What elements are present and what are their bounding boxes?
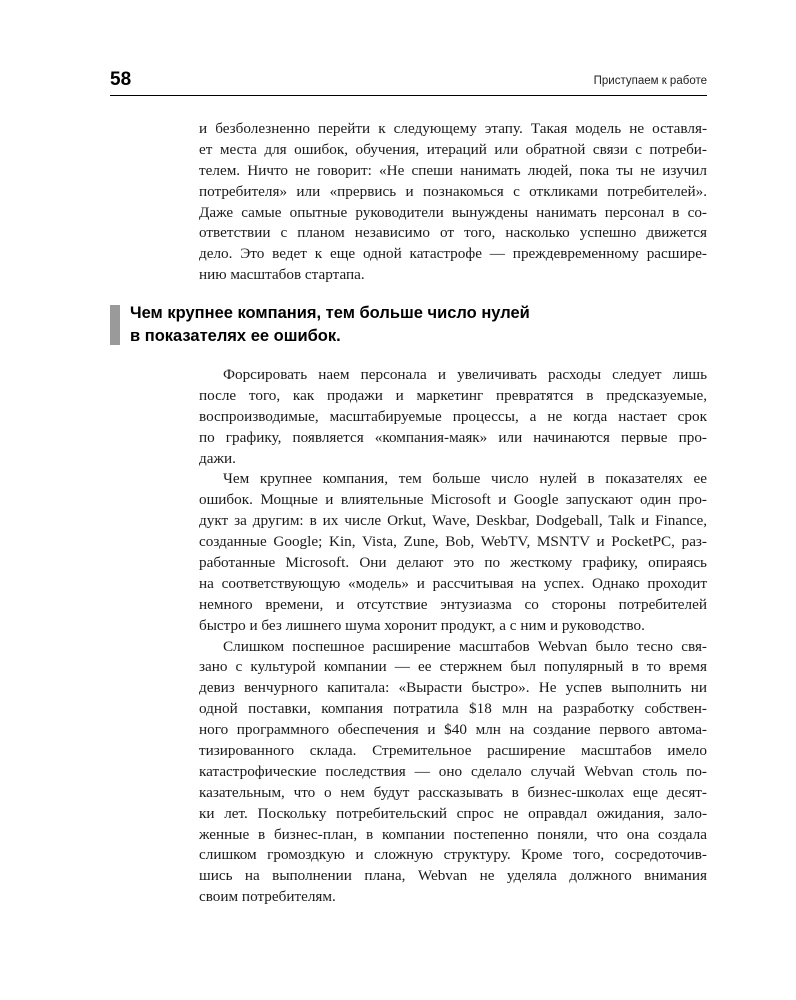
text-line: Форсировать наем персонала и увеличивать расходы следует лишь bbox=[223, 366, 707, 383]
text-line: после того, как продажи и маркетинг превратятся в предсказуемые, bbox=[199, 386, 707, 404]
text-line: созданные Google; Kin, Vista, Zune, Bob, WebTV, MSNTV и PocketPC, раз- bbox=[199, 533, 707, 551]
text-line: Даже самые опытные руководители вынуждены нанимать персонал в со- bbox=[199, 203, 707, 221]
body-text bbox=[199, 365, 707, 908]
text-line: Чем крупнее компания, тем больше число нулей в показателях ее bbox=[223, 470, 707, 488]
text-line: ного программного обеспечения и $40 млн на создание первого автома- bbox=[199, 721, 707, 739]
text-line: катастрофические последствия — оно сделало случай Webvan столь по- bbox=[199, 762, 707, 780]
text-line: ет места для ошибок, обучения, итераций или обратной связи с потреби- bbox=[199, 140, 707, 158]
intro-paragraph bbox=[199, 119, 707, 286]
paragraph bbox=[199, 469, 707, 636]
text-line: Слишком поспешное расширение масштабов Webvan было тесно свя- bbox=[223, 637, 707, 655]
text-line: девиз венчурного капитала: «Вырасти быстро». Не успев выполнить ни bbox=[199, 679, 707, 697]
text-line: одной поставки, компания потратила $18 млн на разработку собствен- bbox=[199, 700, 707, 718]
section-heading-line-1: Чем крупнее компания, тем больше число нулей bbox=[130, 304, 530, 322]
text-line: казательным, что о нем будут рассказывать в бизнес-школах еще десят- bbox=[199, 783, 707, 801]
paragraph bbox=[199, 637, 707, 909]
page-number: 58 bbox=[110, 69, 132, 90]
text-line: и безболезненно перейти к следующему этапу. Такая модель не оставля- bbox=[199, 120, 707, 137]
text-line: нию масштабов стартапа. bbox=[199, 266, 365, 284]
text-line: ответствии с планом независимо от того, насколько успешно движется bbox=[199, 224, 707, 242]
text-line: потребителя» или «прервись и познакомься с откликами потребителей». bbox=[199, 182, 707, 200]
header-rule bbox=[110, 95, 707, 96]
text-line: ошибок. Мощные и влиятельные Microsoft и Google запускают один про- bbox=[199, 491, 707, 509]
section-heading-line-2: в показателях ее ошибок. bbox=[130, 327, 341, 345]
text-line: немного времени, и отсутствие энтузиазма со стороны потребителей bbox=[199, 595, 707, 613]
text-line: телем. Ничто не говорит: «Не спеши нанимать людей, пока ты не изучил bbox=[199, 161, 707, 179]
text-line: шись на выполнении плана, Webvan не уделяла должного внимания bbox=[199, 867, 707, 885]
text-line: на соответствующую «модель» и рассчитывая на успех. Однако проходит bbox=[199, 574, 707, 592]
text-line: воспроизводимые, масштабируемые процессы, а не когда настает срок bbox=[199, 407, 707, 425]
text-line: женные в бизнес-план, в компании постепенно поняли, что она создала bbox=[199, 825, 707, 843]
text-line: дело. Это ведет к еще одной катастрофе — преждевременному расшире- bbox=[199, 245, 707, 263]
text-line: зано с культурой компании — ее стержнем был популярный в то время bbox=[199, 658, 707, 676]
text-line: быстро и без лишнего шума хоронит продукт, а с ним и руководство. bbox=[199, 616, 645, 634]
text-line: дажи. bbox=[199, 449, 236, 467]
heading-bar bbox=[110, 305, 120, 345]
running-head: Приступаем к работе bbox=[593, 75, 707, 87]
text-line: работанные Microsoft. Они делают это по жесткому графику, опираясь bbox=[199, 554, 707, 572]
paragraph bbox=[199, 365, 707, 469]
text-line: своим потребителям. bbox=[199, 888, 336, 906]
text-line: ки лет. Поскольку потребительский спрос не оправдал ожидания, зало- bbox=[199, 804, 707, 822]
text-line: тизированного склада. Стремительное расширение масштабов имело bbox=[199, 742, 707, 760]
text-line: дукт за другим: в их числе Orkut, Wave, Deskbar, Dodgeball, Talk и Finance, bbox=[199, 512, 707, 530]
section-heading bbox=[130, 302, 610, 348]
text-line: слишком громоздкую и сложную структуру. Кроме того, сосредоточив- bbox=[199, 846, 707, 864]
text-line: по графику, появляется «компания-маяк» или начинаются первые про- bbox=[199, 428, 707, 446]
